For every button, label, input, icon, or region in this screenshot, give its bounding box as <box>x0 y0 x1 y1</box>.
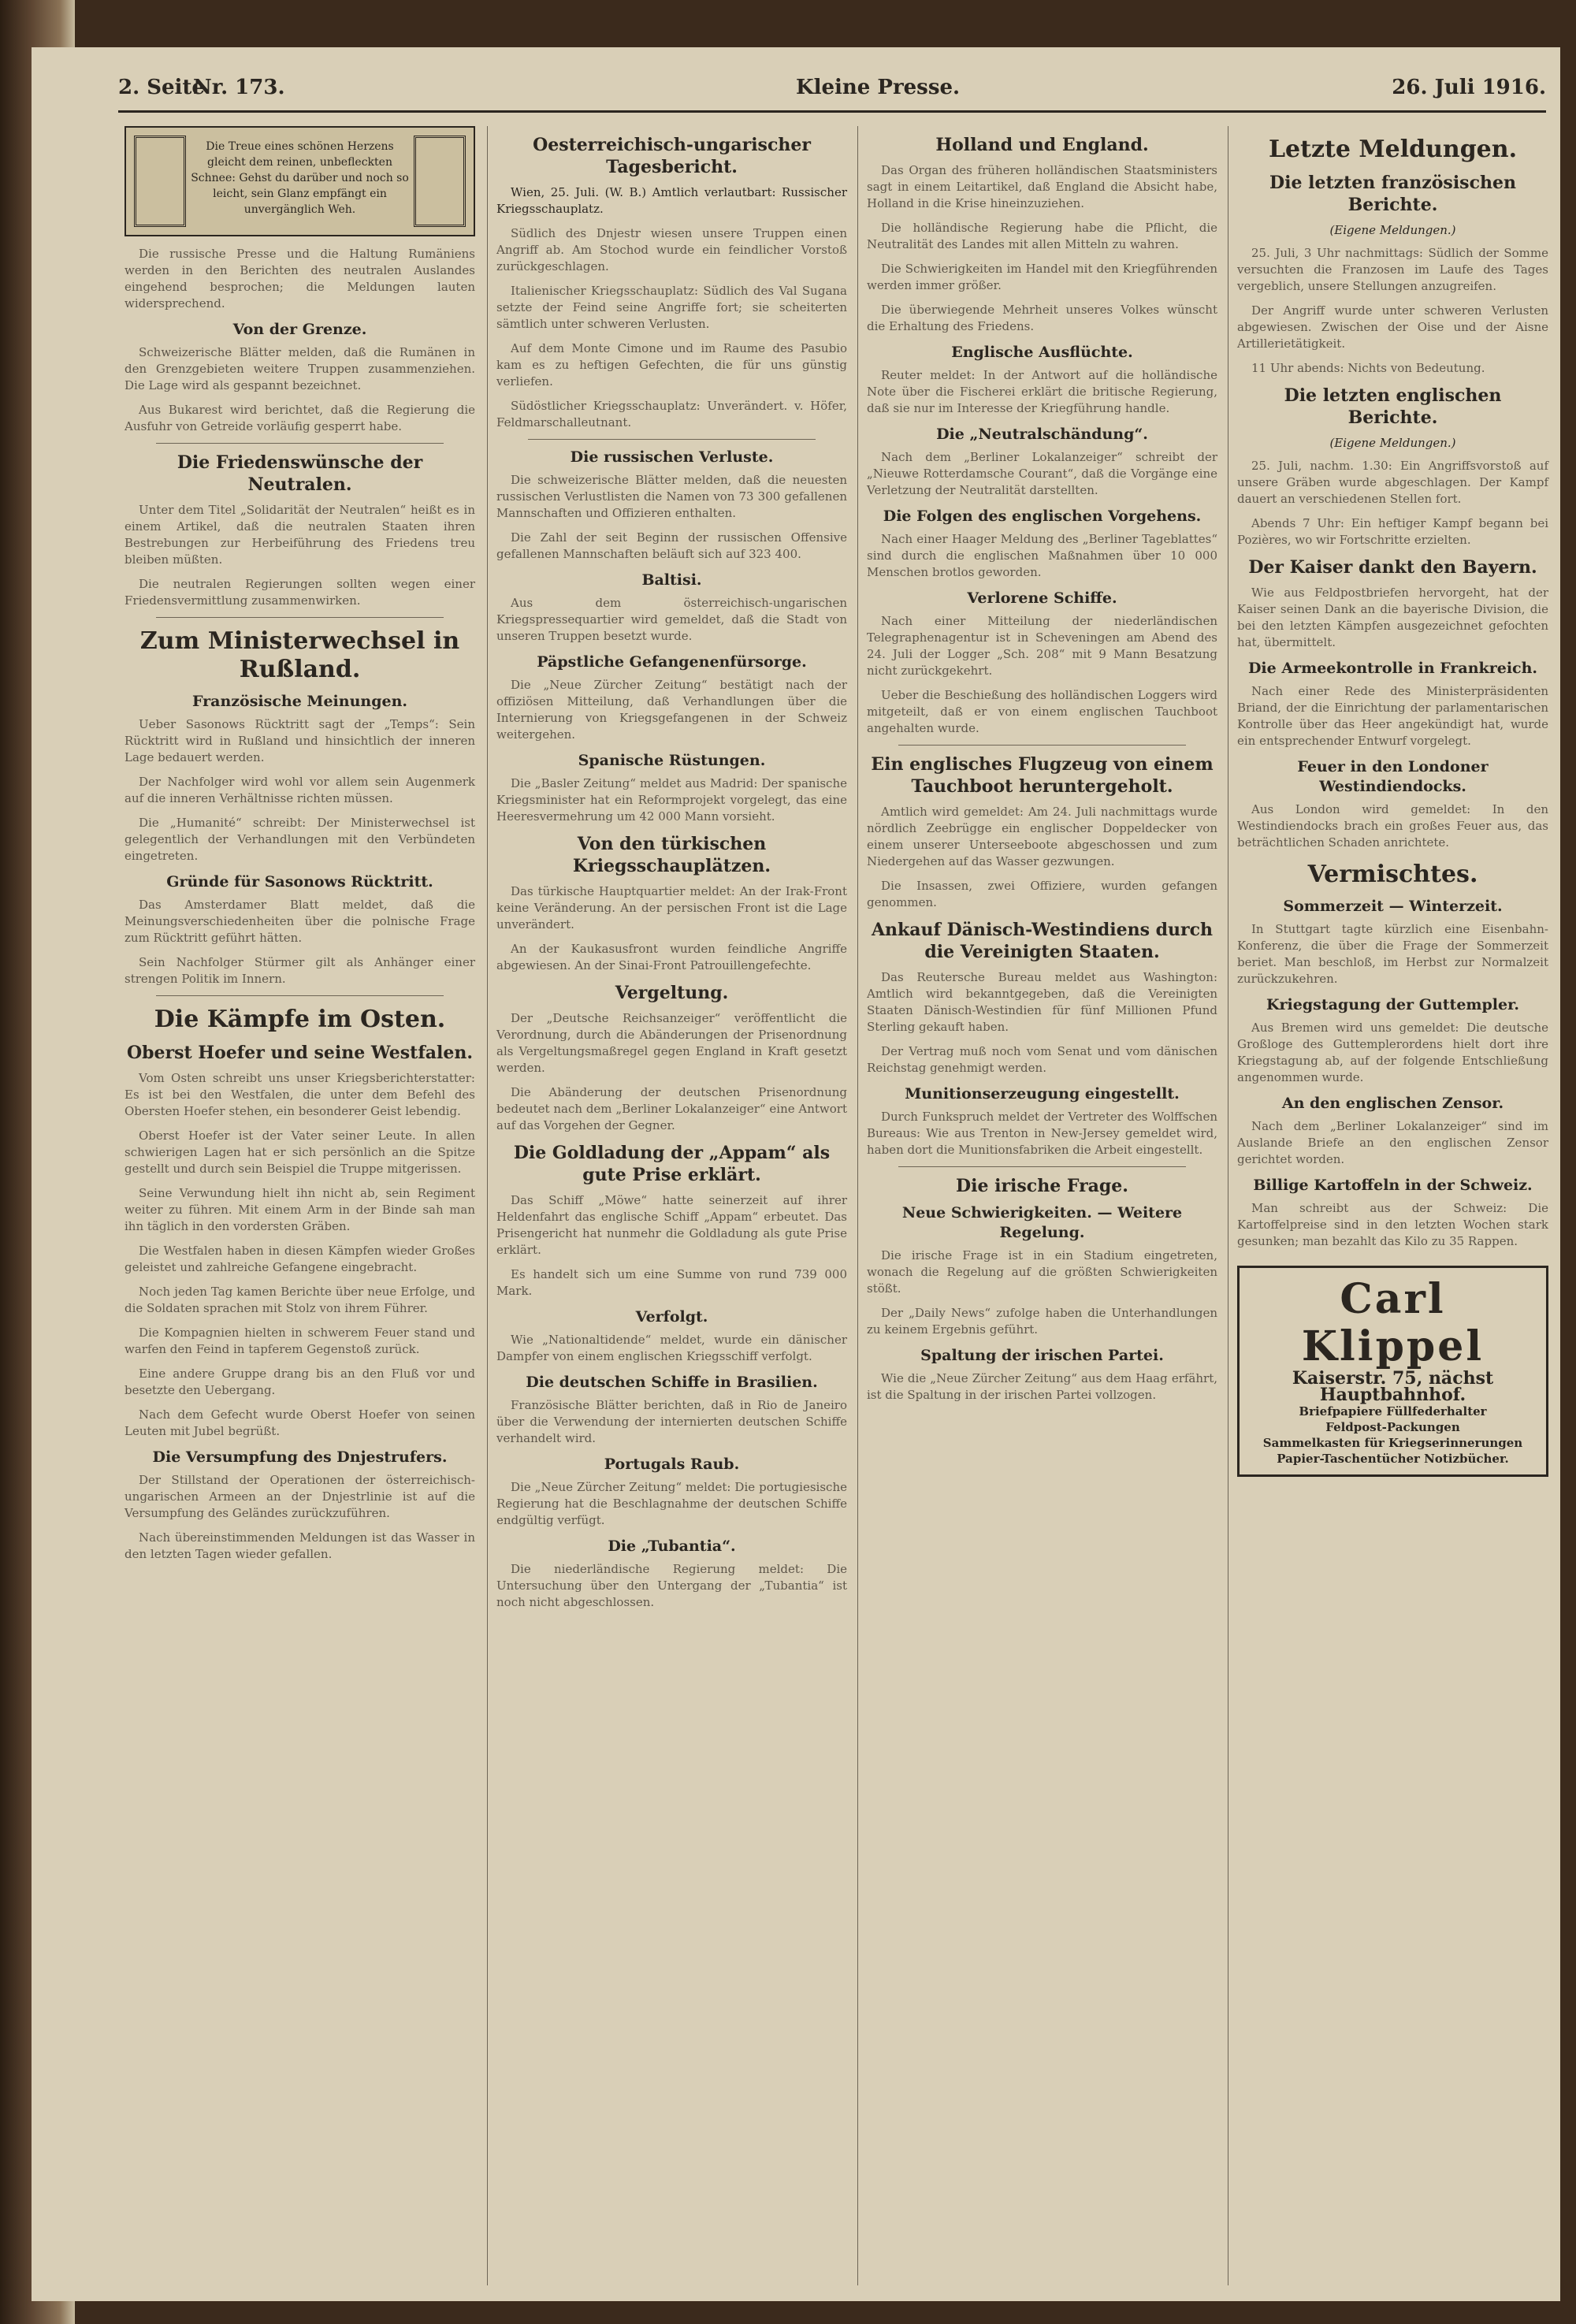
ad-line: Papier-Taschentücher Notizbücher. <box>1277 1452 1509 1466</box>
subhead-osten: Oberst Hoefer und seine Westfalen. <box>126 1043 474 1063</box>
headline-verluste: Die russischen Verluste. <box>570 448 774 466</box>
headline-engl: Die letzten englischen Berichte. <box>1284 385 1502 428</box>
headline-vermischtes: Vermischtes. <box>1307 861 1478 888</box>
headline-letzte: Letzte Meldungen. <box>1268 136 1518 163</box>
column-3: Holland und England. Das Organ des früheren holländischen Staatsministers sagt in einem Leitartikel, daß England die Absicht habe, Holland in die Krise hineinzuziehen. Die holländische Regierung habe die Pflicht, die Neutralität des Landes mit allen Mitteln zu wahren. Die Schwierigkeiten im Handel mit den Kriegführenden werden immer größer. Die überwiegende Mehrheit unseres Volkes wünscht die Erhaltung des Friedens. Englische Ausflüchte. Reuter meldet: In der Antwort auf die holländische Note über die Fischerei erklärt die britische Regierung, daß sie nur im Interesse der Kriegführung handle. Die „Neutralschändung“. Nach dem „Berliner Lokalanzeiger“ schreibt der „Nieuwe Rotterdamsche Courant“, daß die Vorgänge eine Verletzung der Neutralität darstellten. Die Folgen des englischen Vorgehens. Nach einer Haager Meldung des „Berliner Tageblattes“ sind durch die englischen Maßnahmen über 10 000 Menschen brotlos geworden. Verlorene Schiffe. Nach einer Mitteilung der niederländischen Telegraphenagentur ist in Scheveningen am Abend des 24. Juli der Logger „Sch. 208“ mit 9 Mann Besatzung nicht zurückgekehrt. Ueber die Beschießung des holländischen Loggers wird mitgeteilt, daß er von einem englischen Tauchboot angehalten wurde. Ein englisches Flugzeug von einem Tauchboot heruntergeholt. Amtlich wird gemeldet: Am 24. Juli nachmittags wurde nördlich Zeebrügge ein englischer Doppeldecker von einem unserer Unterseeboote abgeschossen und zum Niedergehen auf das Wasser gezwungen. Die Insassen, zwei Offiziere, wurden gefangen genommen. Ankauf Dänisch-Westindiens durch die Vereinigten Staaten. Das Reutersche Bureau meldet aus Washington: Amtlich wird bekanntgegeben, daß die Vereinigten Staaten Dänisch-Westindien für fünf Millionen Pfund Sterling gekauft haben. Der Vertrag muß noch vom Senat und vom dänischen Reichstag genehmigt werden. Munitionserzeugung eingestellt. Durch Funkspruch meldet der Vertreter des Wolffschen Bureaus: Wie aus Trenton in New-Jersey gemeldet wird, haben dort die Munitionsfabriken die Arbeit eingestellt. Die irische Frage. Neue Schwierigkeiten. — Weitere Regelung. Die irische Frage ist in ein Stadium eingetreten, wonach die Regelung auf die größten Schwierigkeiten stößt. Der „Daily News“ zufolge haben die Unterhandlungen zu keinem Ergebnis geführt. Spaltung der irischen Partei. Wie die „Neue Zürcher Zeitung“ aus dem Haag erfährt, ist die Spaltung in der irischen Partei vollzogen. <box>867 135 1217 1402</box>
poem-box <box>125 126 475 236</box>
headline-ausfluechte: Englische Ausflüchte. <box>951 344 1133 361</box>
headline-feuer: Feuer in den Londoner Westindiendocks. <box>1297 758 1489 795</box>
column-4: Letzte Meldungen. Die letzten französischen Berichte. (Eigene Meldungen.) 25. Juli, 3 Uhr nachmittags: Südlich der Somme versuchten die Franzosen im Laufe des Tages vergeblich, unsere Stellungen anzugreifen. Der Angriff wurde unter schweren Verlusten abgewiesen. Zwischen der Oise und der Aisne Artillerietätigkeit. 11 Uhr abends: Nichts von Bedeutung. Die letzten englischen Berichte. (Eigene Meldungen.) 25. Juli, nachm. 1.30: Ein Angriffsvorstoß auf unsere Gräben wurde abgeschlagen. Der Kampf dauert an verschiedenen Stellen fort. Abends 7 Uhr: Ein heftiger Kampf begann bei Pozières, wo wir Fortschritte erzielten. Der Kaiser dankt den Bayern. Wie aus Feldpostbriefen hervorgeht, hat der Kaiser seinen Dank an die bayerische Division, die bei den letzten Kämpfen ausgezeichnet gefochten hat, übermittelt. Die Armeekontrolle in Frankreich. Nach einer Rede des Ministerpräsidenten Briand, der die Einrichtung der parlamentarischen Kontrolle über das Heer angekündigt hat, wurde ein entsprechender Entwurf vorgelegt. Feuer in den Londoner Westindiendocks. Aus London wird gemeldet: In den Westindiendocks brach ein großes Feuer aus, das beträchtlichen Schaden anrichtete. Vermischtes. Sommerzeit — Winterzeit. In Stuttgart tagte kürzlich eine Eisenbahn-Konferenz, die über die Frage der Sommerzeit beriet. Man beschloß, im Herbst zur Normalzeit zurückzukehren. Kriegstagung der Guttempler. Aus Bremen wird uns gemeldet: Die deutsche Großloge des Guttemplerordens hielt dort ihre Kriegstagung ab, auf der folgende Entschließung angenommen wurde. An den englischen Zensor. Nach dem „Berliner Lokalanzeiger“ sind im Auslande Briefe an den englischen Zensor gerichtet worden. Billige Kartoffeln in der Schweiz. Man schreibt aus der Schweiz: Die Kartoffelpreise sind in den letzten Wochen stark gesunken; man bezahlt das Kilo zu 35 Rappen. Carl Klippel Kaiserstr. 75, nächst Hauptbahnhof. Briefpapiere Füllfederhalter Feldpost-Packungen Sammelkasten für Kriegserinnerungen Papier-Taschentücher Notizbücher. <box>1237 126 1548 1477</box>
headline-osten: Die Kämpfe im Osten. <box>154 1006 446 1033</box>
headline-flugzeug: Ein englisches Flugzeug von einem Tauchboot heruntergeholt. <box>871 754 1214 797</box>
headline-gefangene: Päpstliche Gefangenenfürsorge. <box>537 653 807 671</box>
headline-oest: Oesterreichisch-ungarischer Tagesbericht. <box>533 135 811 177</box>
headline-armee: Die Armeekontrolle in Frankreich. <box>1247 660 1538 677</box>
headline-grenze: Von der Grenze. <box>232 321 367 338</box>
ad-company-name: Carl Klippel <box>1301 1275 1485 1370</box>
headline-brasilien: Die deutschen Schiffe in Brasilien. <box>526 1374 818 1391</box>
headline-vergeltung: Vergeltung. <box>615 983 729 1003</box>
headline-gruende: Gründe für Sasonows Rücktritt. <box>166 873 433 891</box>
subhead-franz: (Eigene Meldungen.) <box>1329 223 1456 237</box>
headline-tubantia: Die „Tubantia“. <box>608 1538 736 1555</box>
column-rule <box>487 126 488 2285</box>
headline-spaltung: Spaltung der irischen Partei. <box>920 1347 1164 1364</box>
subhead-irisch: Neue Schwierigkeiten. — Weitere Regelung. <box>901 1204 1183 1241</box>
page-number: 2. Seite <box>118 76 205 99</box>
column-1: Die Treue eines schönen Herzens gleicht dem reinen, unbefleckten Schnee: Gehst du darüber und noch so leicht, sein Glanz empfängt ein unvergänglich Weh. Die russische Presse und die Haltung Rumäniens werden in den Berichten des neutralen Auslandes eingehend besprochen; die Meldungen lauten widersprechend. Von der Grenze. Schweizerische Blätter melden, daß die Rumänen in den Grenzgebieten weitere Truppen zusammenziehen. Die Lage wird als gespannt bezeichnet. Aus Bukarest wird berichtet, daß die Regierung die Ausfuhr von Getreide vorläufig gesperrt habe. Die Friedenswünsche der Neutralen. Unter dem Titel „Solidarität der Neutralen“ heißt es in einem Artikel, daß die neutralen Staaten ihren Bestrebungen zur Herbeiführung des Friedens treu bleiben müßten. Die neutralen Regierungen sollten wegen einer Friedensvermittlung zusammenwirken. Zum Ministerwechsel in Rußland. Französische Meinungen. Ueber Sasonows Rücktritt sagt der „Temps“: Sein Rücktritt wird in Rußland und hinsichtlich der inneren Lage bedauert werden. Der Nachfolger wird wohl vor allem sein Augenmerk auf die inneren Verhältnisse richten müssen. Die „Humanité“ schreibt: Der Ministerwechsel ist gelegentlich der Verhandlungen mit den Verbündeten eingetreten. Gründe für Sasonows Rücktritt. Das Amsterdamer Blatt meldet, daß die Meinungsverschiedenheiten über die polnische Frage zum Rücktritt geführt hätten. Sein Nachfolger Stürmer gilt als Anhänger einer strengen Politik im Innern. Die Kämpfe im Osten. Oberst Hoefer und seine Westfalen. Vom Osten schreibt uns unser Kriegsberichterstatter: Es ist bei den Westfalen, die unter dem Befehl des Obersten Hoefer stehen, ein besonderer Geist lebendig. Oberst Hoefer ist der Vater seiner Leute. In allen schwierigen Lagen hat er sich persönlich an die Spitze gestellt und durch sein Beispiel die Truppe mitgerissen. Seine Verwundung hielt ihn nicht ab, sein Regiment weiter zu führen. Mit einem Arm in der Binde sah man ihn täglich in den vordersten Gräben. Die Westfalen haben in diesen Kämpfen wieder Großes geleistet und zahlreiche Gefangene eingebracht. Noch jeden Tag kamen Berichte über neue Erfolge, und die Soldaten sprachen mit Stolz von ihrem Führer. Die Kompagnien hielten in schwerem Feuer stand und warfen den Feind in tapferem Gegenstoß zurück. Eine andere Gruppe drang bis an den Fluß vor und besetzte den Uebergang. Nach dem Gefecht wurde Oberst Hoefer von seinen Leuten mit Jubel begrüßt. Die Versumpfung des Dnjestrufers. Der Stillstand der Operationen der österreichisch-ungarischen Armeen an der Dnjestrlinie ist auf die Versumpfung des Geländes zurückzuführen. Nach übereinstimmenden Meldungen ist das Wasser in den letzten Tagen wieder gefallen. <box>125 126 475 1571</box>
column-2: Oesterreichisch-ungarischer Tagesbericht. Wien, 25. Juli. (W. B.) Amtlich verlautbart: Russischer Kriegsschauplatz. Südlich des Dnjestr wiesen unsere Truppen einen Angriff ab. Am Stochod wurde ein feindlicher Vorstoß zurückgeschlagen. Italienischer Kriegsschauplatz: Südlich des Val Sugana setzte der Feind seine Angriffe fort; sie scheiterten sämtlich unter schweren Verlusten. Auf dem Monte Cimone und im Raume des Pasubio kam es zu heftigen Gefechten, die für uns günstig verliefen. Südöstlicher Kriegsschauplatz: Unverändert. v. Höfer, Feldmarschalleutnant. Die russischen Verluste. Die schweizerische Blätter melden, daß die neuesten russischen Verlustlisten die Namen von 73 300 gefallenen Mannschaften und Offizieren enthalten. Die Zahl der seit Beginn der russischen Offensive gefallenen Mannschaften beläuft sich auf 323 400. Baltisi. Aus dem österreichisch-ungarischen Kriegspressequartier wird gemeldet, daß die Stadt von unseren Truppen besetzt wurde. Päpstliche Gefangenenfürsorge. Die „Neue Zürcher Zeitung“ bestätigt nach der offiziösen Mitteilung, daß Verhandlungen über die Internierung von Kriegsgefangenen in der Schweiz weitergehen. Spanische Rüstungen. Die „Basler Zeitung“ meldet aus Madrid: Der spanische Kriegsminister hat ein Reformprojekt vorgelegt, das eine Heeresvermehrung um 42 000 Mann vorsieht. Von den türkischen Kriegsschauplätzen. Das türkische Hauptquartier meldet: An der Irak-Front keine Veränderung. An der persischen Front ist die Lage unverändert. An der Kaukasusfront wurden feindliche Angriffe abgewiesen. An der Sinai-Front Patrouillengefechte. Vergeltung. Der „Deutsche Reichsanzeiger“ veröffentlicht die Verordnung, durch die Abänderungen der Prisenordnung als Vergeltungsmaßregel gegen England in Kraft gesetzt werden. Die Abänderung der deutschen Prisenordnung bedeutet nach dem „Berliner Lokalanzeiger“ eine Antwort auf das Vorgehen der Gegner. Die Goldladung der „Appam“ als gute Prise erklärt. Das Schiff „Möwe“ hatte seinerzeit auf ihrer Heldenfahrt das englische Schiff „Appam“ erbeutet. Das Prisengericht hat nunmehr die Goldladung als gute Prise erklärt. Es handelt sich um eine Summe von rund 739 000 Mark. Verfolgt. Wie „Nationaltidende“ meldet, wurde ein dänischer Dampfer von einem englischen Kriegsschiff verfolgt. Die deutschen Schiffe in Brasilien. Französische Blätter berichten, daß in Rio de Janeiro über die Verwendung der internierten deutschen Schiffe verhandelt wird. Portugals Raub. Die „Neue Zürcher Zeitung“ meldet: Die portugiesische Regierung hat die Beschlagnahme der deutschen Schiffe endgültig verfügt. Die „Tubantia“. Die niederländische Regierung meldet: Die Untersuchung über den Untergang der „Tubantia“ ist noch nicht abgeschlossen. <box>496 135 847 1609</box>
headline-baltisi: Baltisi. <box>641 571 702 589</box>
ad-line: Sammelkasten für Kriegserinnerungen <box>1262 1436 1523 1450</box>
headline-bayern: Der Kaiser dankt den Bayern. <box>1248 557 1537 578</box>
subhead-engl: (Eigene Meldungen.) <box>1329 436 1456 450</box>
headline-holland: Holland und England. <box>935 135 1149 155</box>
headline-verfolgt: Verfolgt. <box>635 1308 708 1326</box>
issue-number: Nr. 173. <box>193 76 285 99</box>
headline-tuerk: Von den türkischen Kriegsschauplätzen. <box>572 834 771 876</box>
ornament-icon <box>134 136 186 227</box>
headline-neutral: Die „Neutralschändung“. <box>936 426 1148 443</box>
headline-franz: Die letzten französischen Berichte. <box>1269 173 1516 215</box>
headline-verlorene: Verlorene Schiffe. <box>967 589 1117 607</box>
headline-goldladung: Die Goldladung der „Appam“ als gute Prise erklärt. <box>513 1143 831 1185</box>
headline-dnjestr: Die Versumpfung des Dnjestrufers. <box>152 1448 448 1466</box>
page-header <box>118 66 1546 113</box>
ad-line: Feldpost-Packungen <box>1325 1420 1460 1434</box>
headline-portugal: Portugals Raub. <box>604 1456 740 1473</box>
headline-antillen: Ankauf Dänisch-Westindiens durch die Vereinigten Staaten. <box>871 920 1214 962</box>
ad-address: Kaiserstr. 75, nächst Hauptbahnhof. <box>1292 1368 1494 1405</box>
newspaper-title: Kleine Presse. <box>796 76 961 99</box>
ornament-icon <box>414 136 466 227</box>
ad-line: Briefpapiere Füllfederhalter <box>1299 1404 1487 1419</box>
headline-spanisch: Spanische Rüstungen. <box>578 752 766 769</box>
issue-date: 26. Juli 1916. <box>1392 76 1546 99</box>
newspaper-page <box>32 47 1560 2301</box>
headline-friede: Die Friedenswünsche der Neutralen. <box>177 452 423 495</box>
headline-folgen: Die Folgen des englischen Vorgehens. <box>883 508 1202 525</box>
poem-text: Die Treue eines schönen Herzens gleicht dem reinen, unbefleckten Schnee: Gehst du darüber und noch so leicht, sein Glanz empfängt ein unvergänglich Weh. <box>191 140 409 216</box>
subhead-sommer: Sommerzeit — Winterzeit. <box>1283 898 1503 915</box>
lead-oest: Wien, 25. Juli. (W. B.) Amtlich verlautbart: Russischer Kriegsschauplatz. <box>496 185 847 216</box>
headline-kartoffeln: Billige Kartoffeln in der Schweiz. <box>1253 1177 1533 1194</box>
column-rule <box>857 126 858 2285</box>
headline-irisch: Die irische Frage. <box>956 1176 1128 1196</box>
headline-munition: Munitionserzeugung eingestellt. <box>905 1085 1180 1103</box>
headline-zensor: An den englischen Zensor. <box>1281 1095 1504 1112</box>
headline-guttempler: Kriegstagung der Guttempler. <box>1266 996 1519 1013</box>
advertisement-klippel <box>1237 1266 1548 1477</box>
subhead-minister: Französische Meinungen. <box>191 693 408 710</box>
headline-minister: Zum Ministerwechsel in Rußland. <box>139 627 460 683</box>
